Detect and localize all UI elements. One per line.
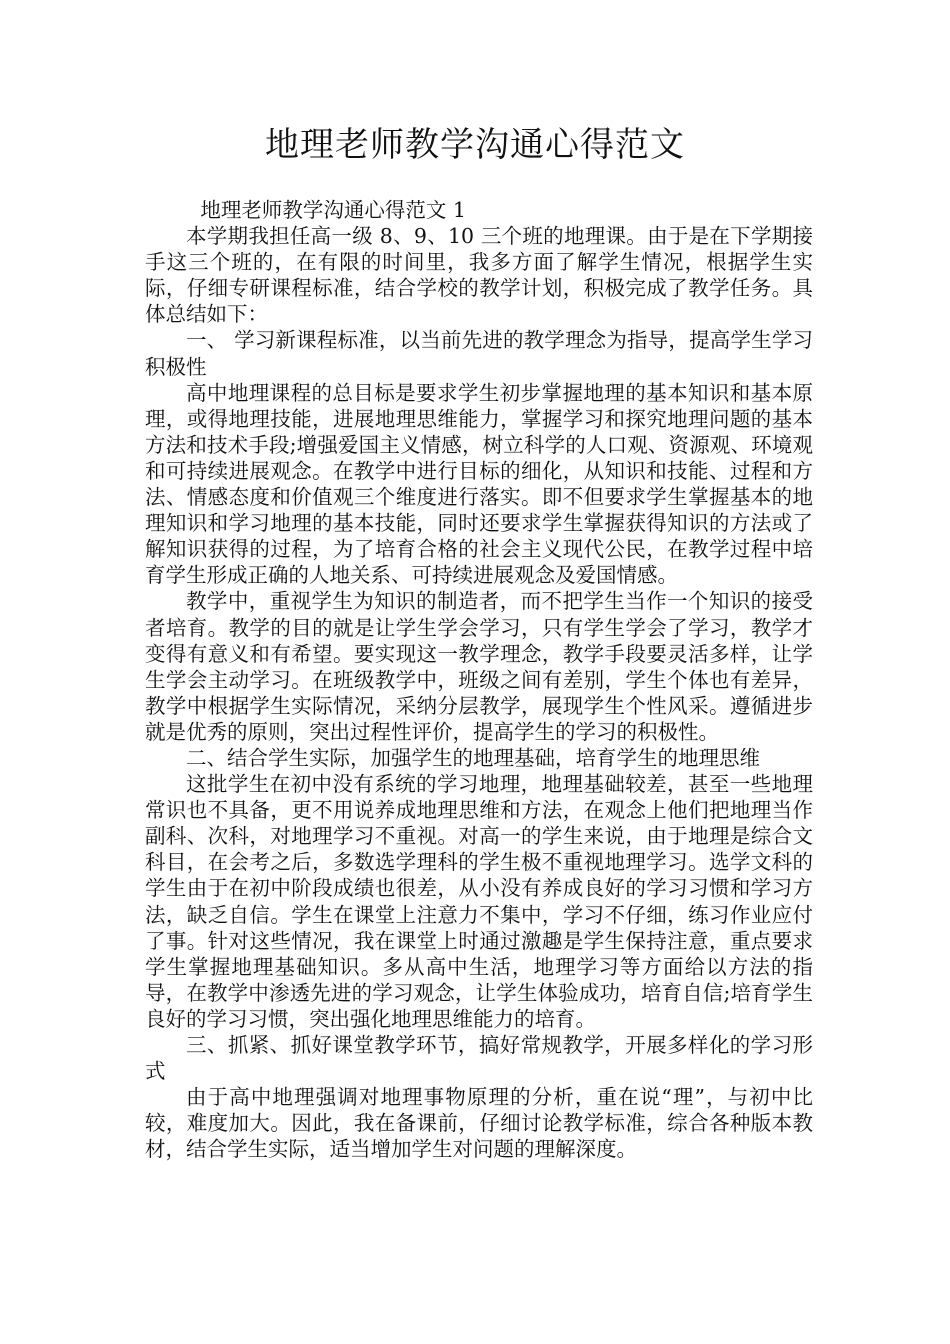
- document-body: [145, 197, 813, 1162]
- paragraph-lesson-prep: 由于高中地理强调对地理事物原理的分析，重在说“理”，与初中比较，难度加大。因此，我在备课前，仔细讨论教学标准，综合各种版本教材，结合学生实际，适当增加学生对问题的理解深度。: [145, 1085, 813, 1162]
- paragraph-curriculum-goals: 高中地理课程的总目标是要求学生初步掌握地理的基本知识和基本原理，或得地理技能，进展地理思维能力，掌握学习和探究地理问题的基本方法和技术手段;增强爱国主义情感，树立科学的人口观、资源观、环境观和可持续进展观念。在教学中进行目标的细化，从知识和技能、过程和方法、情感态度和价值观三个维度进行落实。即不但要求学生掌握基本的地理知识和学习地理的基本技能，同时还要求学生掌握获得知识的方法或了解知识获得的过程，为了培育合格的社会主义现代公民，在教学过程中培育学生形成正确的人地关系、可持续进展观念及爱国情感。: [145, 380, 813, 588]
- heading-section-3: 三、抓紧、抓好课堂教学环节，搞好常规教学，开展多样化的学习形式: [145, 1033, 813, 1084]
- document-title: 地理老师教学沟通心得范文: [265, 125, 685, 165]
- section-subtitle: 地理老师教学沟通心得范文 1: [200, 198, 466, 222]
- heading-section-2: 二、结合学生实际，加强学生的地理基础，培育学生的地理思维: [186, 745, 760, 770]
- heading-section-1: 一、 学习新课程标准，以当前先进的教学理念为指导，提高学生学习积极性: [145, 328, 813, 379]
- paragraph-intro: 本学期我担任高一级 8、9、10 三个班的地理课。由于是在下学期接手这三个班的，在有限的时间里，我多方面了解学生情况，根据学生实际，仔细专研课程标准，结合学校的教学计划，积极完成了教学任务。具体总结如下：: [145, 224, 813, 327]
- paragraph-student-situation: 这批学生在初中没有系统的学习地理，地理基础较差，甚至一些地理常识也不具备，更不用说养成地理思维和方法，在观念上他们把地理当作副科、次科，对地理学习不重视。对高一的学生来说，由于地理是综合文科目，在会考之后，多数选学理科的学生极不重视地理学习。选学文科的学生由于在初中阶段成绩也很差，从小没有养成良好的学习习惯和学习方法，缺乏自信。学生在课堂上注意力不集中，学习不仔细，练习作业应付了事。针对这些情况，我在课堂上时通过激趣是学生保持注意，重点要求学生掌握地理基础知识。多从高中生活，地理学习等方面给以方法的指导，在教学中渗透先进的学习观念，让学生体验成功，培育自信;培育学生良好的学习习惯，突出强化地理思维能力的培育。: [145, 772, 813, 1031]
- paragraph-teaching-approach: 教学中，重视学生为知识的制造者，而不把学生当作一个知识的接受者培育。教学的目的就是让学生学会学习，只有学生学会了学习，教学才变得有意义和有希望。要实现这一教学理念，教学手段要灵活多样，让学生学会主动学习。在班级教学中，班级之间有差别，学生个体也有差异，教学中根据学生实际情况，采纳分层教学，展现学生个性风采。遵循进步就是优秀的原则，突出过程性评价，提高学生的学习的积极性。: [145, 589, 813, 744]
